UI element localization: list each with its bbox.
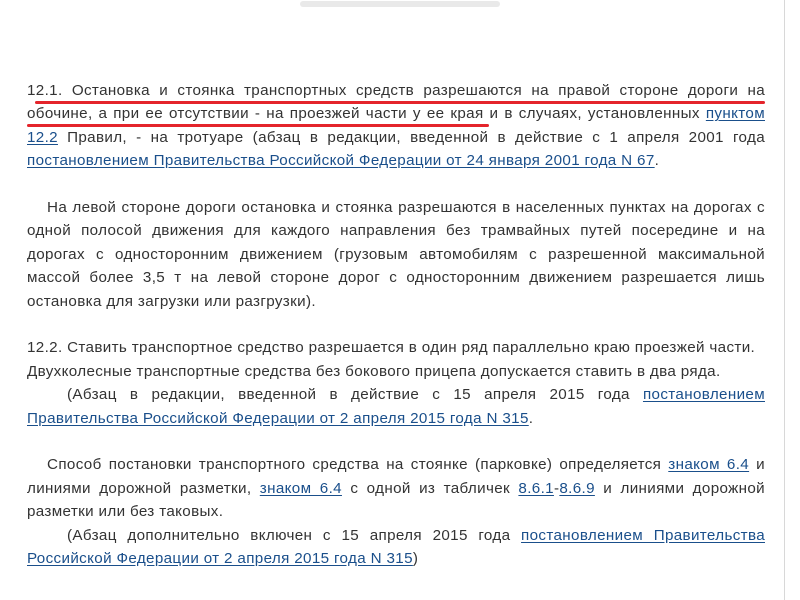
link-znak-6-4-second[interactable]: знаком 6.4 — [259, 479, 342, 497]
link-postanovlenie-315-second[interactable]: постановлением Правительства Российской Федерации от 2 апреля 2015 года N 315 — [27, 526, 765, 568]
link-punkt-12-2[interactable]: пунктом 12.2 — [27, 105, 765, 146]
text: и линиями дорожной разметки, — [27, 456, 765, 497]
link-tablichka-8-6-9[interactable]: 8.6.9 — [559, 479, 595, 497]
text: - — [553, 479, 560, 497]
link-postanovlenie-315[interactable]: постановлением Правительства Российской Федерации от 2 апреля 2015 года N 315 — [27, 386, 765, 427]
paragraph-addition-note — [27, 524, 765, 571]
paragraph-12-2 — [27, 336, 765, 430]
text: . — [528, 409, 534, 427]
text: и линиями дорожной разметки или без таковых. — [27, 479, 765, 521]
faded-header — [0, 0, 800, 12]
text: и в случаях, установленных — [483, 105, 706, 123]
link-tablichka-8-6-1[interactable]: 8.6.1 — [518, 479, 554, 497]
highlighted-phrase: обочине, а при ее отсутствии - на проезжей части у ее края — [27, 105, 484, 123]
paragraph-12-1 — [27, 79, 765, 173]
text: . — [654, 152, 660, 170]
text: Правил, - на тротуаре (абзац в редакции, введенной в действие с 1 апреля 2001 года — [57, 128, 765, 146]
paragraph-parking-method — [27, 453, 765, 523]
text: Способ постановки транспортного средства на стоянке (парковке) определяется — [47, 456, 669, 474]
text: 12.2. Ставить транспортное средство разрешается в один ряд параллельно краю проезжей части. — [27, 339, 756, 357]
link-znak-6-4[interactable]: знаком 6.4 — [668, 456, 750, 474]
text: с одной из табличек — [341, 479, 519, 497]
paragraph-left-side: На левой стороне дороги остановка и стоянка разрешаются в населенных пунктах на дорогах с одной полосой движения для каждого направления без трамвайных путей посередине и на дорогах с односторонним движением (грузовым автомобилям с разрешенной максимальной массой более 3,5 т на левой стороне дорог с односторонним движением разрешается лишь остановка для загрузки или разгрузки). — [27, 199, 765, 310]
text: (Абзац дополнительно включен с 15 апреля 2015 года — [67, 526, 522, 544]
page-edge-rule — [784, 0, 785, 600]
link-postanovlenie-67[interactable]: постановлением Правительства Российской Федерации от 24 января 2001 года N 67 — [27, 152, 655, 170]
text: ) — [412, 550, 419, 568]
text: (Абзац в редакции, введенной в действие с 15 апреля 2015 года — [67, 386, 643, 404]
text: 12.1. Остановка и стоянка транспортных средств разрешаются на правой стороне дороги на — [27, 82, 765, 99]
document-body — [27, 79, 765, 570]
text: Двухколесные транспортные средства без бокового прицепа допускается ставить в два ряда. — [27, 362, 721, 380]
